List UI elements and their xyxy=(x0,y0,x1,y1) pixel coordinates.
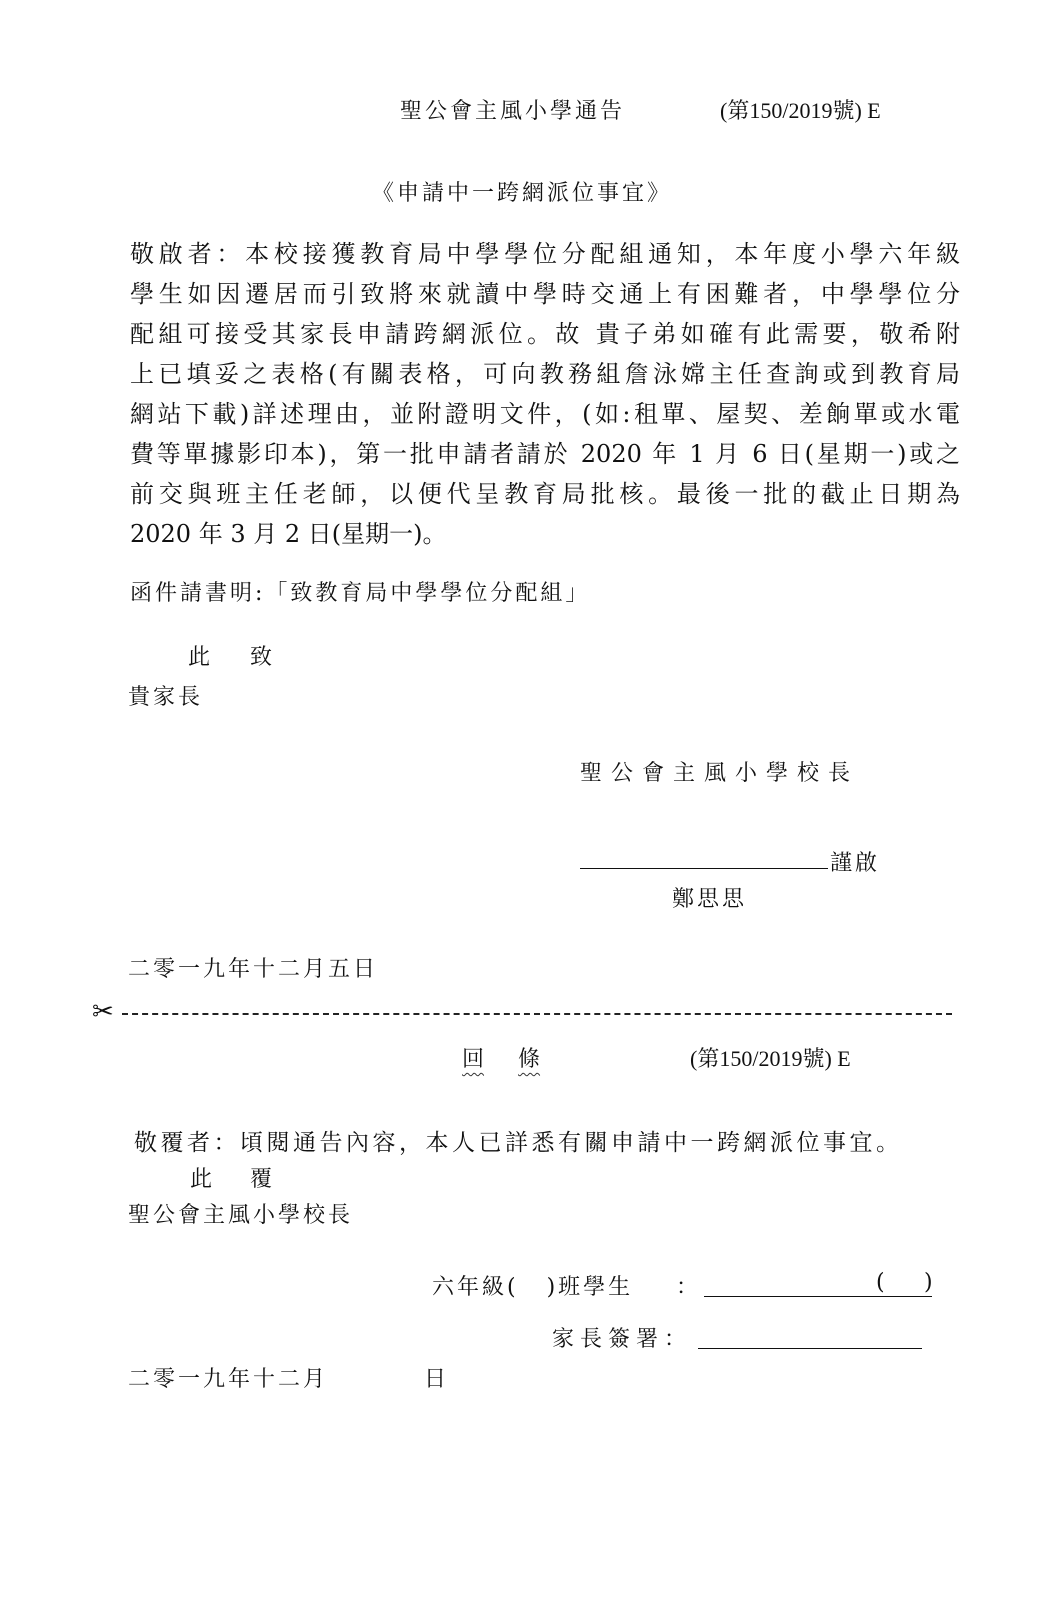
reply-date: 二零一九年十二月 xyxy=(128,1367,329,1392)
notice-heading: 聖公會主風小學通告 xyxy=(400,99,626,124)
body-line: 網站下載)詳述理由，並附證明文件，(如:租單、屋契、差餉單或水電 xyxy=(130,400,960,428)
address-line: 函件請書明:「致教育局中學學位分配組」 xyxy=(130,581,591,606)
notice-number: (第150/2019號) E xyxy=(720,98,881,123)
reply-title-text: 回 條 xyxy=(462,1047,541,1072)
body-line: 上已填妥之表格(有關表格，可向教務組詹泳嫦主任查詢或到教育局 xyxy=(130,360,960,388)
reply-notice-number: (第150/2019號) E xyxy=(690,1046,851,1071)
body-line: 敬啟者：本校接獲教育局中學學位分配組通知，本年度小學六年級 xyxy=(130,240,960,268)
student-number-close: ) xyxy=(924,1270,933,1295)
reply-title xyxy=(462,1042,540,1073)
respect-closing: 謹啟 xyxy=(830,851,881,876)
salutation-to-2: 致 xyxy=(250,645,276,670)
dashed-line xyxy=(122,1013,952,1015)
body-line: 2020 年 3 月 2 日(星期一)。 xyxy=(130,520,447,548)
student-name-field[interactable] xyxy=(704,1270,932,1297)
reply-body: 敬覆者：頃閱通告內容，本人已詳悉有關申請中一跨網派位事宜。 xyxy=(134,1130,903,1156)
reply-salutation: 此 xyxy=(190,1167,216,1192)
body-line: 前交與班主任老師，以便代呈教育局批核。最後一批的截止日期為 xyxy=(130,480,960,508)
reply-recipient: 聖公會主風小學校長 xyxy=(128,1203,354,1228)
signature-line xyxy=(580,868,828,869)
cut-line xyxy=(92,997,952,1027)
reply-salutation-2: 覆 xyxy=(250,1167,276,1192)
notice-title: 《申請中一跨網派位事宜》 xyxy=(372,181,673,206)
body-line: 配組可接受其家長申請跨網派位。故 貴子弟如確有此需要，敬希附 xyxy=(130,320,960,348)
reply-date-day: 日 xyxy=(424,1367,450,1392)
sender-title: 聖公會主風小學校長 xyxy=(580,761,860,786)
parent-sign-field[interactable] xyxy=(698,1348,922,1349)
body-line: 費等單據影印本)，第一批申請者請於 2020 年 1 月 6 日(星期一)或之 xyxy=(130,440,960,468)
recipient: 貴家長 xyxy=(128,685,204,710)
body-line: 學生如因遷居而引致將來就讀中學時交通上有困難者，中學學位分 xyxy=(130,280,960,308)
colon: ： xyxy=(676,1275,702,1300)
student-number-open: ( xyxy=(876,1270,885,1295)
signatory-name: 鄭思思 xyxy=(672,887,748,912)
notice-date: 二零一九年十二月五日 xyxy=(128,957,379,982)
scissors-icon: ✂ xyxy=(92,997,114,1027)
class-label: 六年級( )班學生 xyxy=(432,1275,634,1300)
parent-sign-label: 家長簽署： xyxy=(552,1327,693,1352)
notice-body xyxy=(130,234,960,554)
salutation-to: 此 xyxy=(188,645,214,670)
